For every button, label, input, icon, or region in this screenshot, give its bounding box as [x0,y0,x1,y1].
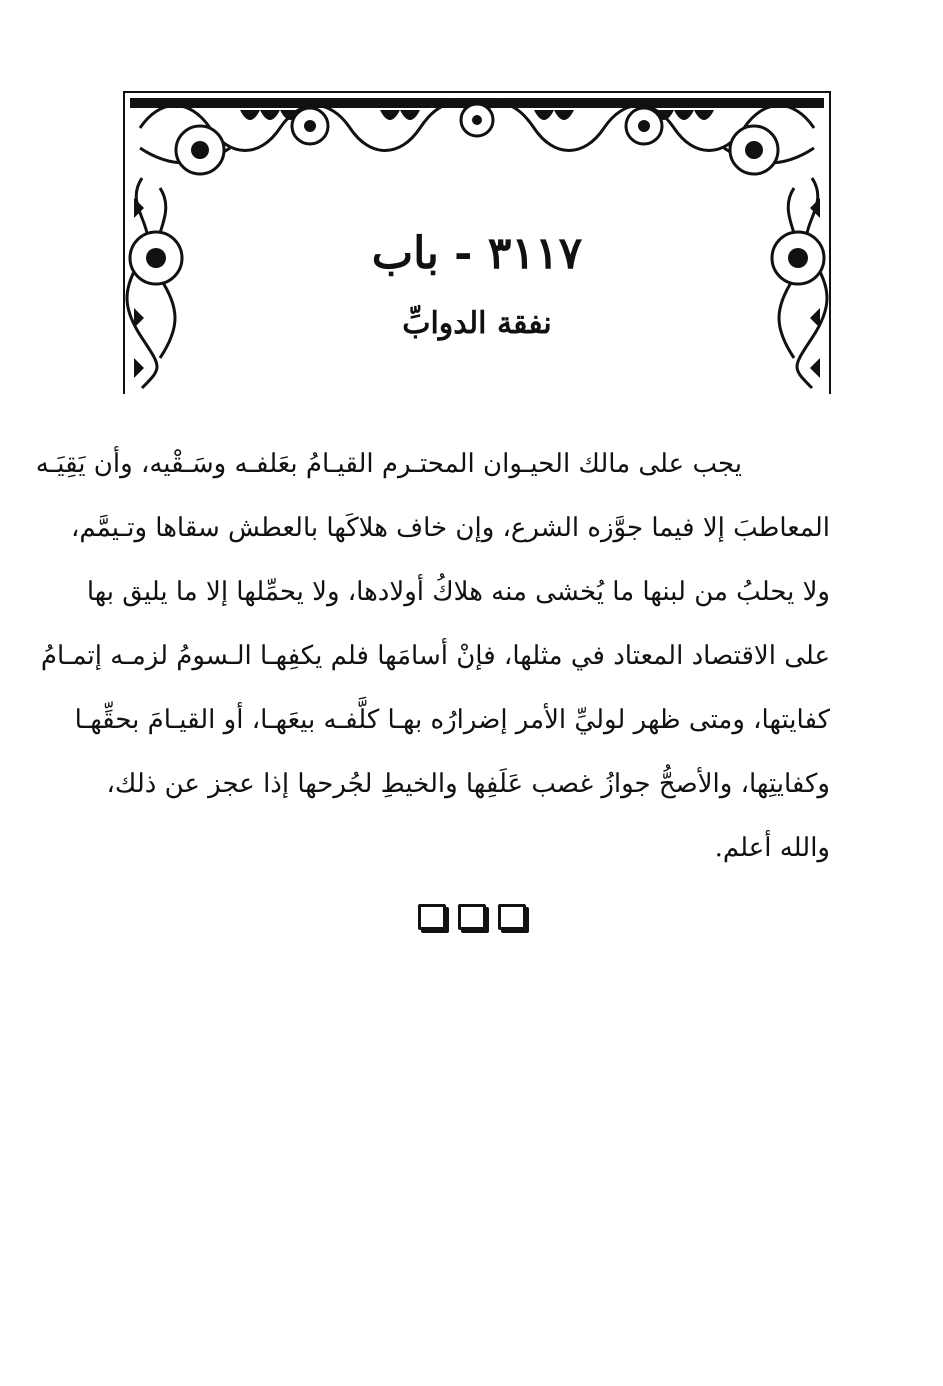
text-line: يجب على مالك الحيـوان المحتـرم القيـامُ بعَلفـه وسَـقْيه، وأن يَقِيَـه [35,449,742,479]
square-end-mark-icon [458,904,486,930]
body-text [35,432,830,880]
text-line: المعاطبَ إلا فيما جوَّزه الشرع، وإن خاف هلاكَها بالعطش سقاها وتـيمَّم، [71,513,830,543]
chapter-title: ٣١١٧ - باب [371,228,583,279]
section-end-marks [0,904,943,930]
square-end-mark-icon [498,904,526,930]
text-line: وكفايتِها، والأصحُّ جوازُ غصب عَلَفِها والخيطِ لجُرحها إذا عجز عن ذلك، [106,769,830,799]
text-line: ولا يحلبُ من لبنها ما يُخشى منه هلاكُ أولادها، ولا يحمِّلها إلا ما يليق بها [86,577,830,607]
text-line: والله أعلم. [714,833,830,863]
square-end-mark-icon [418,904,446,930]
text-line: على الاقتصاد المعتاد في مثلها، فإنْ أسامَها فلم يكفِهـا الـسومُ لزمـه إتمـامُ [40,641,830,671]
text-line: كفايتها، ومتى ظهر لوليِّ الأمر إضرارُه بهـا كلَّفـه بيعَهـا، أو القيـامَ بحقِّهـا [74,705,830,735]
chapter-subtitle: نفقة الدوابِّ [402,306,552,341]
